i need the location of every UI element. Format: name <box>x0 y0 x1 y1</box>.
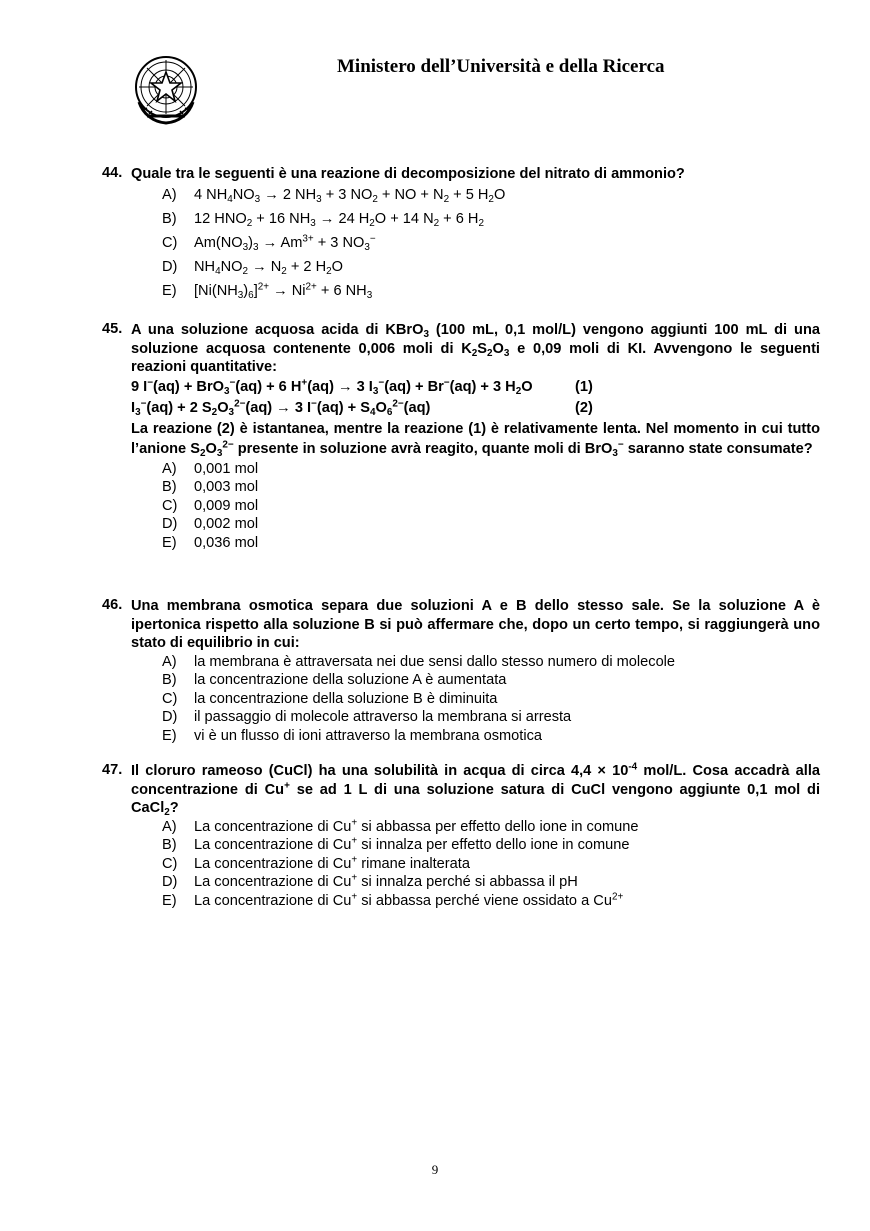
option-letter: A) <box>162 186 177 203</box>
reaction-2: $I_3^-(aq) + 2$ $S_2O_3^{2-}(aq) \to 3$ $I^-(aq) + S_4O_6^{2-}(aq)$ (2) <box>131 398 593 418</box>
answer-option-e[interactable] <box>162 534 820 553</box>
option-letter: C) <box>162 855 178 872</box>
answer-option-c[interactable] <box>162 690 820 709</box>
answer-option-d[interactable] <box>162 255 820 279</box>
answer-options <box>162 460 820 553</box>
answer-option-e[interactable] <box>162 727 820 746</box>
answer-option-c[interactable] <box>162 497 820 516</box>
question-number: 46. <box>102 597 123 613</box>
option-letter: E) <box>162 727 177 744</box>
option-text: vi è un flusso di ioni attraverso la membrana osmotica <box>194 727 542 744</box>
answer-option-d[interactable] <box>162 708 820 727</box>
question-47 <box>102 762 820 910</box>
question-text: Quale tra le seguenti è una reazione di decomposizione del nitrato di ammonio? <box>131 166 685 182</box>
question-text: Il cloruro rameoso (CuCl) ha una solubilità in acqua di circa $4,4 \times 10^{-4}$ mol/L. Cosa accadrà alla concentrazione di Cu+ se ad 1 L di una soluzione satura di CuCl vengono aggiunte 0,1 mol di CaCl$_2$? <box>131 761 821 818</box>
option-text: 0,036 mol <box>194 534 259 551</box>
answer-options <box>162 183 820 303</box>
option-letter: A) <box>162 653 177 670</box>
ministry-title: Ministero dell’Università e della Ricerca <box>337 56 665 77</box>
option-letter: B) <box>162 672 177 688</box>
option-equation: 12 $HNO_2 + 16$ $NH_3 \to 24$ $H_2O + 14$ $N_2 + 6$ $H_2$ <box>194 210 484 229</box>
answer-option-b[interactable] <box>162 207 820 231</box>
reaction-block <box>131 377 820 460</box>
italian-republic-emblem-icon <box>133 52 199 126</box>
option-equation: 4 $NH_4NO_3 \to 2$ $NH_3 + 3$ $NO_2$ + NO + $N_2 + 5$ $H_2O$ <box>194 186 506 205</box>
option-letter: C) <box>162 234 178 251</box>
question-45 <box>102 321 820 552</box>
answer-option-b[interactable] <box>162 478 820 497</box>
option-equation: $[Ni(NH_3)_6]^{2+} \to Ni^{2+} + 6$ $NH_3$ <box>194 281 373 301</box>
option-letter: A) <box>162 818 177 835</box>
answer-option-e[interactable] <box>162 279 820 303</box>
option-letter: E) <box>162 282 177 299</box>
option-text: il passaggio di molecole attraverso la membrana si arresta <box>194 709 572 725</box>
option-text: 0,003 mol <box>194 479 259 495</box>
option-letter: E) <box>162 892 177 909</box>
reaction-label: (1) <box>575 378 593 395</box>
option-equation: $Am(NO_3)_3 \to Am^{3+} + 3$ $NO_3^-$ <box>194 233 376 253</box>
option-text: la concentrazione della soluzione A è aumentata <box>194 672 507 688</box>
question-number: 47. <box>102 762 123 778</box>
question-text-continued: La reazione (2) è istantanea, mentre la reazione (1) è relativamente lenta. Nel momento in cui tutto l’anione $S_2O_3^{2-}$ presente in soluzione avrà reagito, quante moli di BrO$_3$− saranno state consumate? <box>131 420 820 459</box>
answer-options <box>162 653 820 746</box>
option-equation: $NH_4NO_2 \to N_2 + 2$ $H_2O$ <box>194 258 343 277</box>
answer-option-a[interactable] <box>162 183 820 207</box>
answer-option-c[interactable] <box>162 231 820 255</box>
reaction-label: (2) <box>575 399 593 416</box>
answer-option-c[interactable] <box>162 855 820 874</box>
question-text: Una membrana osmotica separa due soluzioni A e B dello stesso sale. Se la soluzione A è ipertonica rispetto alla soluzione B si può affermare che, dopo un certo tempo, si raggiungerà uno stato di equilibrio in cui: <box>131 598 820 651</box>
option-letter: B) <box>162 479 177 495</box>
answer-option-e[interactable] <box>162 892 820 911</box>
question-46 <box>102 597 820 745</box>
option-letter: D) <box>162 258 178 275</box>
answer-option-b[interactable] <box>162 836 820 855</box>
option-text: 0,002 mol <box>194 516 259 532</box>
option-letter: C) <box>162 690 178 707</box>
question-text: A una soluzione acquosa acida di KBrO$_3$ (100 mL, 0,1 mol/L) vengono aggiunti 100 mL di una soluzione acquosa contenente 0,006 moli di $K_2S_2O_3$ e 0,09 moli di KI. Avvengono le seguenti reazioni quantitative: <box>131 322 820 375</box>
question-number: 45. <box>102 321 123 337</box>
answer-option-a[interactable] <box>162 818 820 837</box>
answer-option-a[interactable] <box>162 653 820 672</box>
option-text: La concentrazione di Cu+ si innalza perché si abbassa il pH <box>194 872 578 890</box>
option-letter: C) <box>162 497 178 514</box>
page-number: 9 <box>431 1162 439 1177</box>
question-number: 44. <box>102 165 123 181</box>
option-text: la membrana è attraversata nei due sensi dallo stesso numero di molecole <box>194 653 676 670</box>
option-letter: D) <box>162 874 178 890</box>
option-text: La concentrazione di Cu+ rimane inalterata <box>194 854 470 872</box>
answer-option-d[interactable] <box>162 873 820 892</box>
option-text: 0,001 mol <box>194 460 259 477</box>
option-letter: D) <box>162 516 178 532</box>
option-letter: B) <box>162 210 177 227</box>
answer-options <box>162 818 820 911</box>
option-text: La concentrazione di Cu+ si innalza per effetto dello ione in comune <box>194 835 630 853</box>
option-text: La concentrazione di Cu+ si abbassa perché viene ossidato a $Cu^{2+}$ <box>194 891 624 909</box>
reaction-1: 9 I−(aq) + BrO$_3$−(aq) + 6 H+(aq) → 3 $I_3^-(aq) + Br^-(aq) + 3$ $H_2O$ (1) <box>131 377 593 397</box>
answer-option-b[interactable] <box>162 671 820 690</box>
option-letter: A) <box>162 460 177 477</box>
question-44 <box>102 165 820 303</box>
option-text: La concentrazione di Cu+ si abbassa per effetto dello ione in comune <box>194 817 639 835</box>
answer-option-a[interactable] <box>162 460 820 479</box>
answer-option-d[interactable] <box>162 515 820 534</box>
option-letter: E) <box>162 534 177 551</box>
option-letter: B) <box>162 837 177 853</box>
option-text: 0,009 mol <box>194 497 259 514</box>
option-text: la concentrazione della soluzione B è diminuita <box>194 690 498 707</box>
option-letter: D) <box>162 709 178 725</box>
